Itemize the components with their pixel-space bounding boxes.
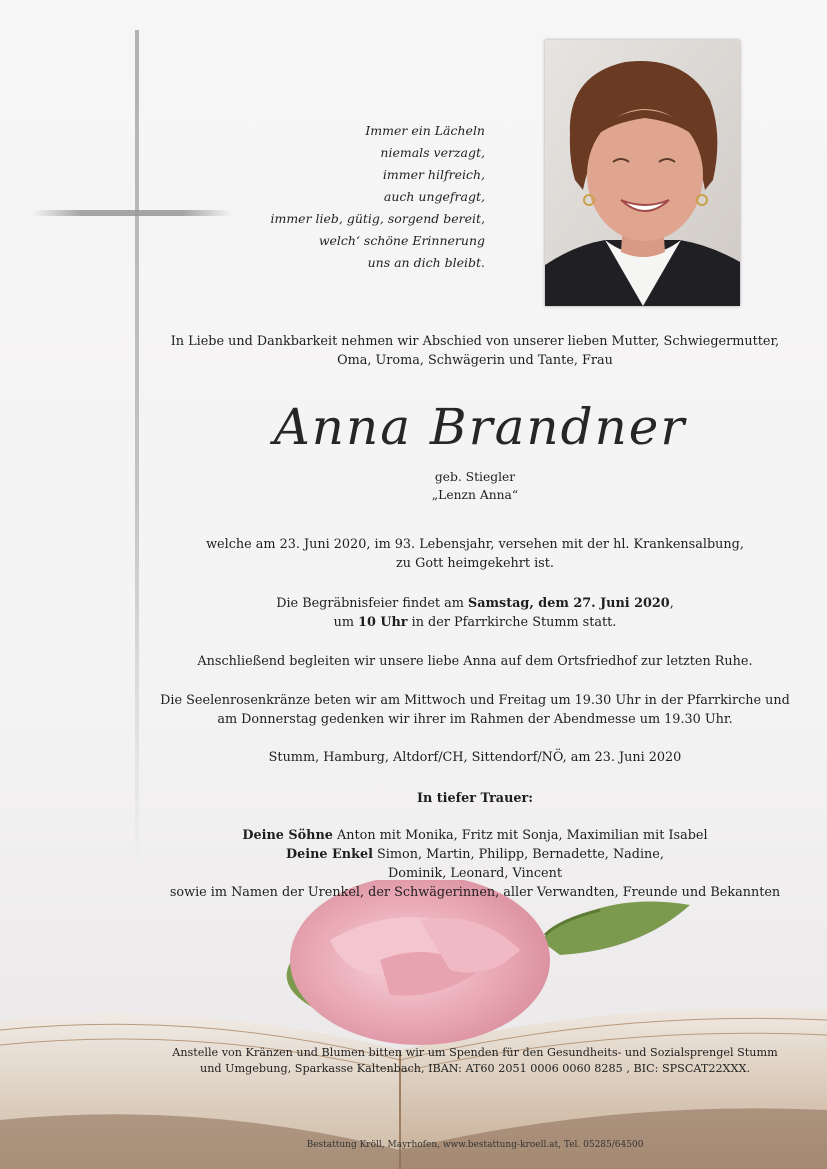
family-sons (150, 826, 800, 845)
funeral-time: 10 Uhr (358, 615, 408, 630)
funeral-suffix: in der Pfarrkirche Stumm statt. (407, 615, 617, 630)
sons-names: Anton mit Monika, Fritz mit Sonja, Maximilian mit Isabel (332, 828, 708, 843)
grandchildren-names: Simon, Martin, Philipp, Bernadette, Nadine, (372, 847, 664, 862)
death-notice-line: zu Gott heimgekehrt ist. (396, 556, 554, 571)
nickname: „Lenzn Anna“ (431, 488, 519, 502)
grief-heading-text: In tiefer Trauer: (416, 791, 534, 806)
poem-line: welch‘ schöne Erinnerung (318, 233, 485, 248)
funeral-line-2 (150, 613, 800, 632)
rosary-line: am Donnerstag gedenken wir ihrer im Rahmen der Abendmesse um 19.30 Uhr. (217, 712, 733, 727)
rosary-line: Die Seelenrosenkränze beten wir am Mittwoch und Freitag um 19.30 Uhr in der Pfarrkirche und (160, 693, 790, 708)
poem-line: niemals verzagt, (380, 145, 485, 160)
funeral-prefix2: um (333, 615, 359, 630)
family-list (150, 826, 800, 902)
portrait-illustration (545, 40, 740, 306)
family-others: sowie im Namen der Urenkel, der Schwägerinnen, aller Verwandten, Freunde und Bekannten (169, 885, 781, 900)
funeral-prefix: Die Begräbnisfeier findet am (276, 596, 468, 611)
poem-line: auch ungefragt, (383, 189, 485, 204)
rosary-text (150, 691, 800, 729)
poem-line: immer lieb, gütig, sorgend bereit, (270, 211, 485, 226)
cemetery-line: Anschließend begleiten wir unsere liebe Anna auf dem Ortsfriedhof zur letzten Ruhe. (197, 654, 753, 669)
intro-line: In Liebe und Dankbarkeit nehmen wir Abschied von unserer lieben Mutter, Schwiegermutter, (170, 334, 780, 349)
grief-heading (150, 789, 800, 808)
funeral-comma: , (669, 596, 674, 611)
poem-line: Immer ein Lächeln (365, 123, 485, 138)
cemetery-text (150, 652, 800, 671)
donation-line: Anstelle von Kränzen und Blumen bitten wir um Spenden für den Gesundheits- und Sozialsprengel Stumm (172, 1046, 778, 1059)
death-notice-line: welche am 23. Juni 2020, im 93. Lebensjahr, versehen mit der hl. Krankensalbung, (206, 537, 744, 552)
place-date-line: Stumm, Hamburg, Altdorf/CH, Sittendorf/NÖ, am 23. Juni 2020 (268, 750, 682, 765)
rose-leaf (540, 902, 690, 955)
funeral-line-1 (150, 594, 800, 613)
poem-line: immer hilfreich, (382, 167, 485, 182)
family-grandchildren (150, 845, 800, 864)
donation-line: und Umgebung, Sparkasse Kaltenbach, IBAN: AT60 2051 0006 0060 8285 , BIC: SPSCAT22XXX. (199, 1062, 751, 1075)
family-grandchildren-2: Dominik, Leonard, Vincent (388, 866, 562, 881)
birth-info (150, 468, 800, 504)
deceased-name: Anna Brandner (273, 398, 687, 456)
portrait-photo (545, 40, 740, 306)
funeral-date: Samstag, dem 27. Juni 2020 (467, 596, 670, 611)
grandchildren-label: Deine Enkel (286, 847, 373, 862)
birth-name: geb. Stiegler (434, 470, 516, 484)
intro-text (150, 332, 800, 370)
donation-request (150, 1045, 800, 1077)
undertaker-footer: Bestattung Kröll, Mayrhofen, www.bestattung-kroell.at, Tel. 05285/64500 (306, 1140, 644, 1150)
memorial-poem (240, 120, 485, 274)
funeral-info (150, 594, 800, 632)
cross-horizontal-beam (32, 210, 232, 216)
death-notice (150, 535, 800, 573)
intro-line: Oma, Uroma, Schwägerin und Tante, Frau (337, 353, 613, 368)
place-date (150, 748, 800, 767)
poem-line: uns an dich bleibt. (367, 255, 485, 270)
sons-label: Deine Söhne (242, 828, 333, 843)
cross-vertical-beam (135, 30, 139, 870)
book-and-rose-decoration (0, 880, 827, 1169)
